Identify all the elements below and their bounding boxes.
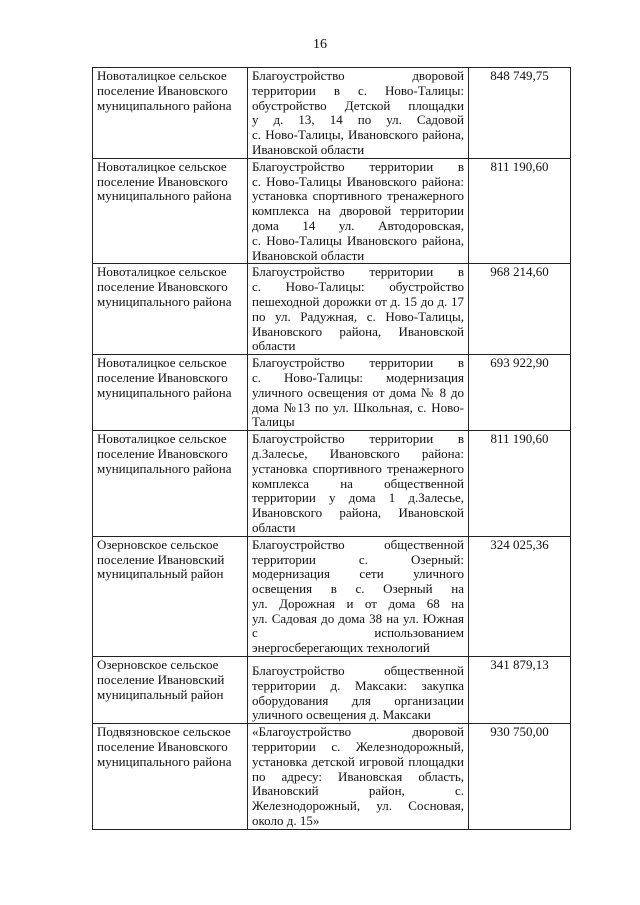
municipality-line: поселение Ивановского [97,82,228,98]
description-line: Благоустройство территории в [252,355,464,371]
municipality-line: поселение Ивановского [97,445,228,461]
table-row [93,431,571,537]
description-line: Ивановского района, Ивановской [252,505,464,521]
description-cell [248,158,469,264]
description-line: с. Ново-Талицы, Ивановского района, [252,127,464,143]
amount-cell: 848 749,75 [469,68,571,159]
description-line: дома №13 по ул. Школьная, с. Ново- [252,399,464,415]
description-line: с использованием [252,625,464,641]
description-line: Благоустройство общественной [252,663,464,679]
table-row [93,536,571,656]
description-line: дома 14 ул. Автодоровская, [252,217,464,233]
description-line: территории в с. Ново-Талицы: [252,82,464,98]
amount-cell: 968 214,60 [469,264,571,355]
municipality-line: муниципального района [97,97,232,113]
description-line: по адресу: Ивановская область, [252,768,464,784]
description-line: Благоустройство территории в [252,158,464,174]
table-row [93,724,571,830]
description-line: освещения в с. Озерный на [252,581,464,597]
amount-cell: 811 190,60 [469,158,571,264]
description-cell [248,724,469,830]
table-row [93,158,571,264]
table-body [93,68,571,830]
municipality-line: Новоталицкое сельское [97,431,227,447]
description-line: уличного освещения от дома № 8 до [252,384,464,400]
municipality-cell [93,158,248,264]
municipality-line: Новоталицкое сельское [97,355,227,371]
description-line: установка спортивного тренажерного [252,460,464,476]
description-line: Ивановского района, Ивановской [252,323,464,339]
description-line: Благоустройство дворовой [252,68,464,83]
municipality-line: поселение Ивановского [97,279,228,295]
municipality-cell [93,264,248,355]
municipality-line: поселение Ивановского [97,173,228,189]
municipality-line: муниципального района [97,188,232,204]
municipality-line: муниципального района [97,293,232,309]
description-line: Ивановский район, с. [252,783,464,799]
municipality-line: поселение Ивановского [97,739,228,755]
description-line: Ивановской области [252,141,365,157]
description-line: области [252,519,296,535]
table-row [93,355,571,431]
amount-cell: 693 922,90 [469,355,571,431]
municipality-line: муниципальный район [97,686,224,702]
description-line: Благоустройство общественной [252,536,464,552]
table-row [93,657,571,724]
municipality-cell [93,68,248,159]
description-line: Железнодорожный, ул. Сосновая, [252,798,464,814]
municipality-line: поселение Ивановского [97,369,228,385]
description-line: ул. Дорожная и от дома 68 на [252,595,464,611]
municipality-line: муниципального района [97,460,232,476]
municipality-line: муниципальный район [97,566,224,582]
description-line: ул. Садовая до дома 38 на ул. Южная [252,610,464,626]
municipality-line: Озерновское сельское [97,657,219,673]
description-line: установка детской игровой площадки [252,753,464,769]
municipality-cell [93,431,248,537]
description-line: с. Ново-Талицы: обустройство [252,279,464,295]
description-cell [248,536,469,656]
description-cell [248,68,469,159]
description-line: установка спортивного тренажерного [252,188,464,204]
municipality-line: Подвязновское сельское [97,724,231,740]
municipality-line: муниципального района [97,753,232,769]
amount-cell: 930 750,00 [469,724,571,830]
municipality-line: Озерновское сельское [97,536,219,552]
description-line: д.Залесье, Ивановского района: [252,445,464,461]
description-line: уличного освещения д. Максаки [252,707,431,723]
description-line: территории с. Железнодорожный, [252,739,464,755]
description-line: по ул. Радужная, с. Ново-Талицы, [252,308,464,324]
projects-table [92,67,571,830]
municipality-cell [93,657,248,724]
municipality-line: Новоталицкое сельское [97,158,227,174]
description-cell [248,264,469,355]
amount-cell: 324 025,36 [469,536,571,656]
amount-cell: 811 190,60 [469,431,571,537]
description-cell [248,431,469,537]
description-line: Ивановской области [252,247,365,263]
municipality-cell [93,724,248,830]
description-line: энергосберегающих технологий [252,640,430,656]
municipality-cell [93,355,248,431]
description-line: модернизация сети уличного [252,566,464,582]
description-line: территории д. Максаки: закупка [252,677,464,693]
description-line: территории с. Озерный: [252,551,464,567]
description-line: с. Ново-Талицы: модернизация [252,369,464,385]
description-line: обустройство Детской площадки [252,97,464,113]
table-row [93,264,571,355]
description-line: Благоустройство территории в [252,431,464,447]
description-line: оборудования для организации [252,692,464,708]
description-line: комплекса на общественной [252,475,464,491]
table-row [93,68,571,159]
description-line: с. Ново-Талицы Ивановского района: [252,173,464,189]
description-line: Благоустройство территории в [252,264,464,280]
municipality-line: поселение Ивановский [97,551,225,567]
description-line: «Благоустройство дворовой [252,724,464,740]
page-number: 16 [313,37,327,52]
amount-cell: 341 879,13 [469,657,571,724]
description-line: с. Ново-Талицы Ивановского района, [252,232,464,248]
description-line: у д. 13, 14 по ул. Садовой [252,112,464,128]
description-line: области [252,338,296,354]
municipality-cell [93,536,248,656]
description-line: пешеходной дорожки от д. 15 до д. 17 [252,293,464,309]
description-line: территории у дома 1 д.Залесье, [252,490,464,506]
description-line: комплекса на дворовой территории [252,203,464,219]
description-cell [248,355,469,431]
municipality-line: Новоталицкое сельское [97,264,227,280]
description-line: Талицы [252,414,295,430]
municipality-line: Новоталицкое сельское [97,68,227,83]
municipality-line: поселение Ивановский [97,671,225,687]
description-line: около д. 15» [252,813,320,829]
description-cell [248,657,469,724]
municipality-line: муниципального района [97,384,232,400]
